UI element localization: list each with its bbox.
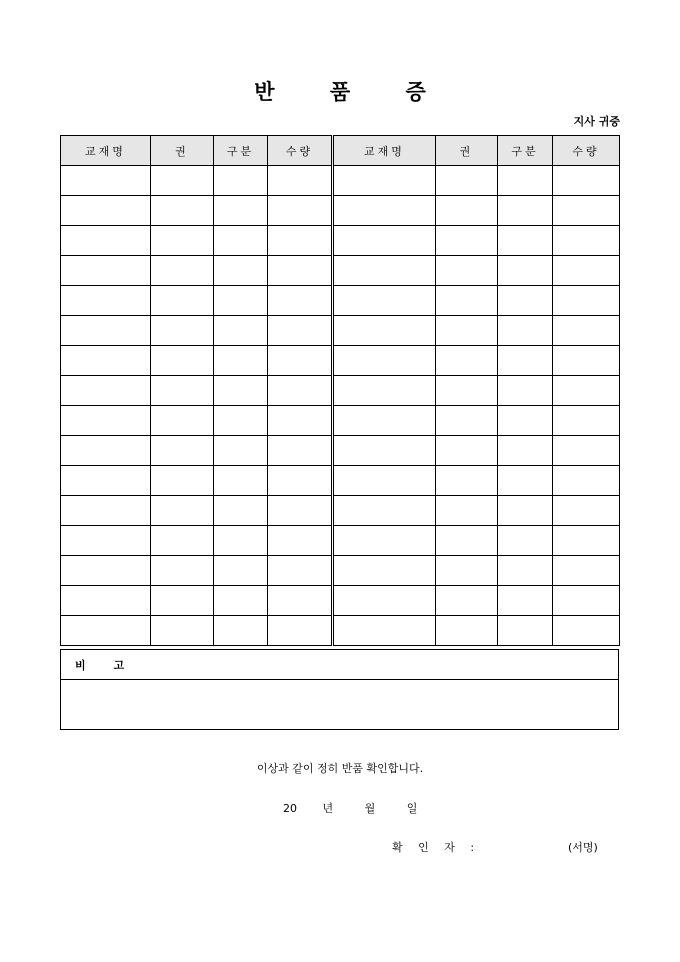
cell-volume-left[interactable]	[151, 376, 214, 406]
cell-category-right[interactable]	[498, 586, 553, 616]
cell-volume-left[interactable]	[151, 586, 214, 616]
signature-mark: (서명)	[568, 841, 598, 854]
header-book-name-right: 교재명	[333, 136, 436, 166]
cell-category-left[interactable]	[214, 316, 268, 346]
cell-book-name-right[interactable]	[333, 406, 436, 436]
cell-category-right[interactable]	[498, 616, 553, 646]
cell-category-left[interactable]	[214, 166, 268, 196]
cell-quantity-left[interactable]	[268, 556, 333, 586]
cell-quantity-right[interactable]	[553, 196, 620, 226]
cell-book-name-left[interactable]	[61, 286, 151, 316]
cell-quantity-right[interactable]	[553, 616, 620, 646]
cell-volume-right[interactable]	[436, 376, 498, 406]
year-unit: 년	[322, 802, 334, 815]
day-unit: 일	[406, 802, 418, 815]
cell-quantity-right[interactable]	[553, 166, 620, 196]
cell-category-left[interactable]	[214, 586, 268, 616]
cell-volume-left[interactable]	[151, 556, 214, 586]
cell-quantity-right[interactable]	[553, 376, 620, 406]
table-row	[61, 586, 620, 616]
cell-volume-right[interactable]	[436, 436, 498, 466]
cell-category-left[interactable]	[214, 256, 268, 286]
table-row	[61, 526, 620, 556]
cell-quantity-right[interactable]	[553, 466, 620, 496]
cell-quantity-right[interactable]	[553, 346, 620, 376]
table-row	[61, 376, 620, 406]
cell-book-name-right[interactable]	[333, 256, 436, 286]
cell-volume-right[interactable]	[436, 226, 498, 256]
cell-category-right[interactable]	[498, 526, 553, 556]
cell-quantity-left[interactable]	[268, 166, 333, 196]
table-header-row	[61, 136, 620, 166]
cell-quantity-left[interactable]	[268, 286, 333, 316]
cell-category-right[interactable]	[498, 346, 553, 376]
cell-volume-right[interactable]	[436, 196, 498, 226]
cell-book-name-right[interactable]	[333, 286, 436, 316]
month-unit: 월	[364, 802, 376, 815]
table-row	[61, 616, 620, 646]
notes-label-text: 비고	[75, 658, 153, 672]
cell-volume-right[interactable]	[436, 466, 498, 496]
cell-quantity-left[interactable]	[268, 616, 333, 646]
cell-category-right[interactable]	[498, 496, 553, 526]
cell-category-left[interactable]	[214, 286, 268, 316]
header-volume-right: 권	[436, 136, 498, 166]
notes-field[interactable]	[61, 680, 619, 730]
table-row	[61, 316, 620, 346]
cell-quantity-left[interactable]	[268, 316, 333, 346]
cell-volume-right[interactable]	[436, 286, 498, 316]
cell-volume-right[interactable]	[436, 556, 498, 586]
cell-book-name-left[interactable]	[61, 616, 151, 646]
title-char-3: 증	[405, 79, 426, 104]
cell-volume-left[interactable]	[151, 526, 214, 556]
cell-volume-left[interactable]	[151, 226, 214, 256]
table-row	[61, 256, 620, 286]
table-row	[61, 226, 620, 256]
cell-book-name-right[interactable]	[333, 226, 436, 256]
cell-volume-left[interactable]	[151, 406, 214, 436]
cell-category-left[interactable]	[214, 466, 268, 496]
cell-category-right[interactable]	[498, 226, 553, 256]
cell-volume-right[interactable]	[436, 256, 498, 286]
cell-book-name-left[interactable]	[61, 466, 151, 496]
cell-book-name-left[interactable]	[61, 196, 151, 226]
cell-quantity-left[interactable]	[268, 226, 333, 256]
cell-volume-right[interactable]	[436, 406, 498, 436]
cell-volume-right[interactable]	[436, 316, 498, 346]
cell-volume-right[interactable]	[436, 496, 498, 526]
cell-category-left[interactable]	[214, 376, 268, 406]
cell-category-right[interactable]	[498, 286, 553, 316]
cell-volume-right[interactable]	[436, 526, 498, 556]
cell-quantity-left[interactable]	[268, 526, 333, 556]
cell-category-right[interactable]	[498, 316, 553, 346]
cell-category-left[interactable]	[214, 496, 268, 526]
cell-quantity-right[interactable]	[553, 226, 620, 256]
header-volume-left: 권	[151, 136, 214, 166]
cell-volume-right[interactable]	[436, 616, 498, 646]
cell-category-left[interactable]	[214, 616, 268, 646]
table-row	[61, 406, 620, 436]
table-row	[61, 436, 620, 466]
table-row	[61, 166, 620, 196]
title-char-1: 반	[254, 79, 275, 104]
cell-volume-left[interactable]	[151, 256, 214, 286]
cell-volume-left[interactable]	[151, 316, 214, 346]
cell-category-left[interactable]	[214, 436, 268, 466]
cell-book-name-right[interactable]	[333, 586, 436, 616]
cell-quantity-right[interactable]	[553, 586, 620, 616]
cell-book-name-left[interactable]	[61, 496, 151, 526]
notes-table	[60, 649, 619, 730]
cell-category-right[interactable]	[498, 196, 553, 226]
table-row	[61, 496, 620, 526]
header-quantity-right: 수량	[553, 136, 620, 166]
cell-volume-left[interactable]	[151, 286, 214, 316]
cell-quantity-right[interactable]	[553, 286, 620, 316]
cell-category-right[interactable]	[498, 556, 553, 586]
cell-quantity-left[interactable]	[268, 256, 333, 286]
cell-book-name-right[interactable]	[333, 196, 436, 226]
cell-category-left[interactable]	[214, 406, 268, 436]
cell-book-name-left[interactable]	[61, 586, 151, 616]
cell-category-right[interactable]	[498, 406, 553, 436]
notes-label	[61, 650, 619, 680]
cell-book-name-right[interactable]	[333, 316, 436, 346]
cell-book-name-left[interactable]	[61, 166, 151, 196]
cell-book-name-right[interactable]	[333, 556, 436, 586]
cell-category-left[interactable]	[214, 196, 268, 226]
cell-book-name-left[interactable]	[61, 346, 151, 376]
cell-volume-left[interactable]	[151, 346, 214, 376]
header-category-right: 구분	[498, 136, 553, 166]
cell-book-name-right[interactable]	[333, 466, 436, 496]
cell-book-name-left[interactable]	[61, 406, 151, 436]
cell-volume-right[interactable]	[436, 586, 498, 616]
cell-quantity-right[interactable]	[553, 556, 620, 586]
table-row	[61, 346, 620, 376]
date-line	[283, 800, 417, 816]
cell-volume-right[interactable]	[436, 346, 498, 376]
title-char-2: 품	[329, 79, 351, 104]
cell-quantity-left[interactable]	[268, 466, 333, 496]
cell-category-right[interactable]	[498, 436, 553, 466]
cell-category-left[interactable]	[214, 346, 268, 376]
cell-category-right[interactable]	[498, 166, 553, 196]
cell-book-name-right[interactable]	[333, 376, 436, 406]
cell-quantity-left[interactable]	[268, 376, 333, 406]
return-items-table	[60, 135, 620, 646]
table-row	[61, 286, 620, 316]
cell-category-right[interactable]	[498, 256, 553, 286]
table-row	[61, 466, 620, 496]
cell-quantity-right[interactable]	[553, 496, 620, 526]
cell-book-name-left[interactable]	[61, 256, 151, 286]
cell-volume-left[interactable]	[151, 436, 214, 466]
cell-volume-right[interactable]	[436, 166, 498, 196]
cell-quantity-left[interactable]	[268, 436, 333, 466]
cell-category-right[interactable]	[498, 466, 553, 496]
cell-book-name-left[interactable]	[61, 436, 151, 466]
cell-quantity-right[interactable]	[553, 406, 620, 436]
header-category-left: 구분	[214, 136, 268, 166]
cell-book-name-right[interactable]	[333, 436, 436, 466]
cell-category-left[interactable]	[214, 556, 268, 586]
cell-volume-left[interactable]	[151, 466, 214, 496]
signer-label: 확 인 자 :	[392, 841, 481, 854]
cell-quantity-right[interactable]	[553, 316, 620, 346]
cell-book-name-left[interactable]	[61, 226, 151, 256]
table-row	[61, 556, 620, 586]
table-row	[61, 196, 620, 226]
header-book-name-left: 교재명	[61, 136, 151, 166]
header-quantity-left: 수량	[268, 136, 333, 166]
cell-volume-left[interactable]	[151, 496, 214, 526]
cell-quantity-left[interactable]	[268, 346, 333, 376]
cell-book-name-left[interactable]	[61, 556, 151, 586]
cell-category-right[interactable]	[498, 376, 553, 406]
document-title	[0, 76, 680, 106]
cell-book-name-right[interactable]	[333, 526, 436, 556]
cell-category-left[interactable]	[214, 226, 268, 256]
cell-quantity-right[interactable]	[553, 526, 620, 556]
cell-book-name-left[interactable]	[61, 376, 151, 406]
cell-book-name-left[interactable]	[61, 316, 151, 346]
cell-book-name-right[interactable]	[333, 346, 436, 376]
confirmation-statement: 이상과 같이 정히 반품 확인합니다.	[256, 762, 424, 775]
cell-book-name-right[interactable]	[333, 166, 436, 196]
year-prefix: 20	[283, 802, 297, 815]
cell-book-name-right[interactable]	[333, 496, 436, 526]
cell-volume-left[interactable]	[151, 196, 214, 226]
cell-book-name-left[interactable]	[61, 526, 151, 556]
cell-quantity-left[interactable]	[268, 496, 333, 526]
cell-quantity-left[interactable]	[268, 196, 333, 226]
cell-book-name-right[interactable]	[333, 616, 436, 646]
cell-quantity-left[interactable]	[268, 406, 333, 436]
cell-quantity-left[interactable]	[268, 586, 333, 616]
cell-volume-left[interactable]	[151, 166, 214, 196]
cell-quantity-right[interactable]	[553, 436, 620, 466]
cell-quantity-right[interactable]	[553, 256, 620, 286]
cell-category-left[interactable]	[214, 526, 268, 556]
cell-volume-left[interactable]	[151, 616, 214, 646]
branch-recipient: 지사 귀중	[573, 115, 620, 128]
